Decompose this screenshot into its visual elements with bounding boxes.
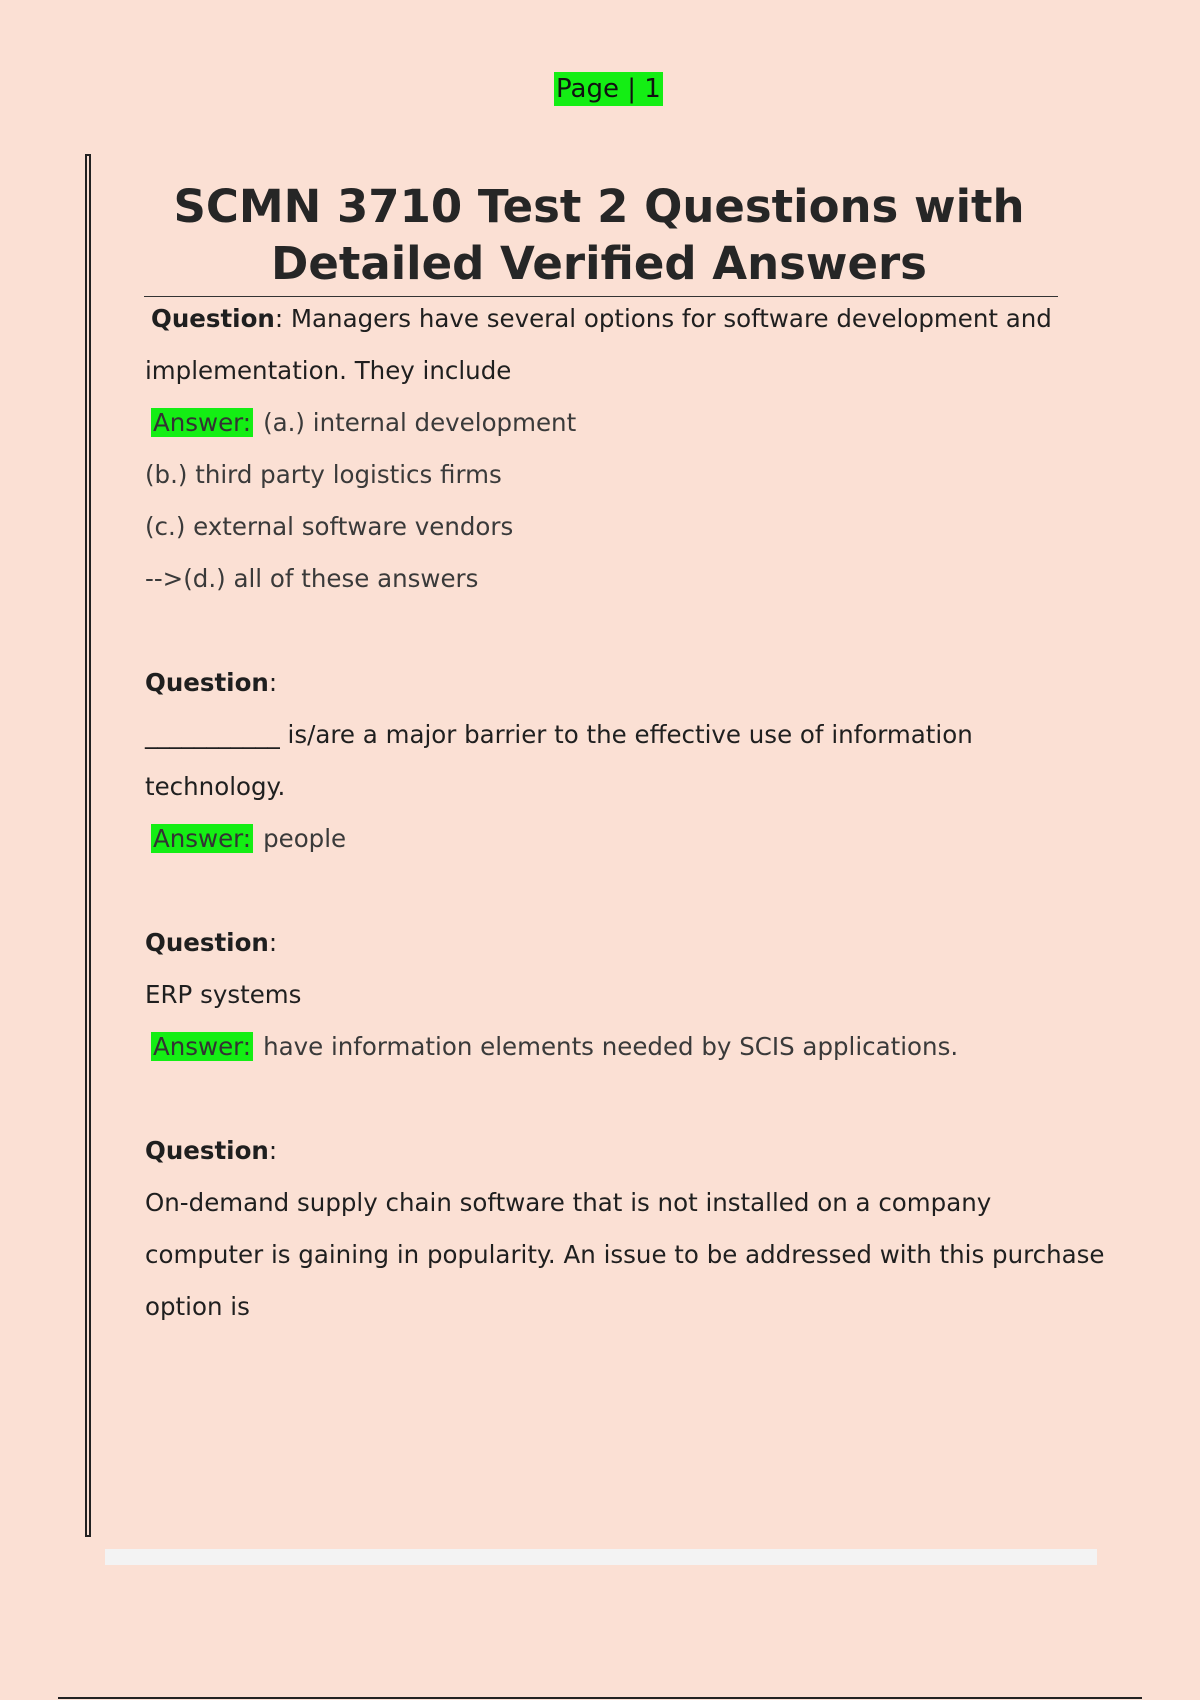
answer-line (145, 397, 1065, 449)
answer-text: (a.) internal development (263, 408, 577, 437)
answer-label: Answer: (153, 824, 252, 853)
question-text: option is (145, 1292, 250, 1321)
answer-text: have information elements needed by SCIS applications. (263, 1032, 959, 1061)
question-line: Question: Managers have several options for software development and (151, 304, 1052, 333)
document-title: SCMN 3710 Test 2 Questions with Detailed Verified Answers (173, 180, 1025, 290)
answer-option: -->(d.) all of these answers (145, 564, 479, 593)
document-body (145, 293, 1105, 1333)
question-line: implementation. They include (145, 356, 512, 385)
question-line: Question: (145, 928, 278, 957)
bottom-rule (58, 1697, 1142, 1699)
question-text: ___________ is/are a major barrier to the effective use of information (145, 720, 973, 749)
answer-line (145, 1021, 1065, 1073)
question-line: Question: (145, 668, 278, 697)
question-label: Question (145, 928, 269, 957)
question-label: Question (145, 1136, 269, 1165)
question-text: technology. (145, 772, 286, 801)
answer-label: Answer: (153, 408, 252, 437)
question-line: Question: (145, 1136, 278, 1165)
answer-option: (c.) external software vendors (145, 512, 514, 541)
footer-strip (105, 1549, 1097, 1565)
answer-text: people (263, 824, 347, 853)
page-number-label: Page | 1 (556, 74, 661, 104)
question-text: On-demand supply chain software that is not installed on a company (145, 1188, 992, 1217)
question-text: computer is gaining in popularity. An issue to be addressed with this purchase (145, 1240, 1105, 1269)
answer-line (145, 813, 1065, 865)
answer-option: (b.) third party logistics firms (145, 460, 502, 489)
question-text: ERP systems (145, 980, 302, 1009)
left-border-bar (85, 154, 91, 1537)
question-label: Question (145, 668, 269, 697)
question-label: Question (151, 304, 275, 333)
answer-label: Answer: (153, 1032, 252, 1061)
question-text: Managers have several options for software development and (290, 304, 1052, 333)
